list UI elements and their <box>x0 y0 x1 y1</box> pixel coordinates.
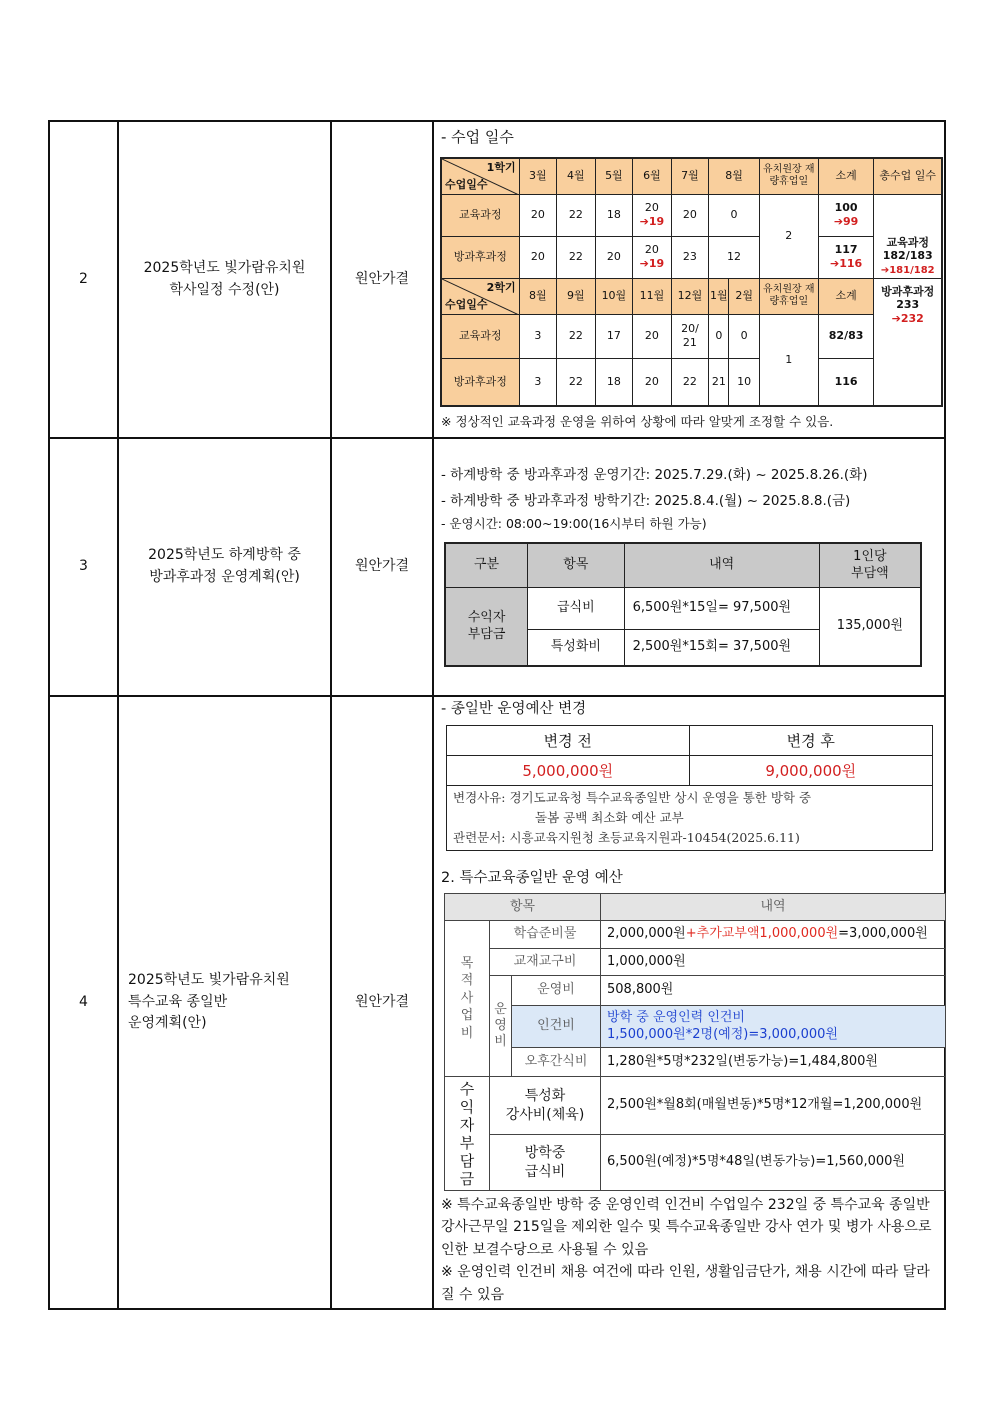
footnotes <box>441 1194 941 1306</box>
month-header: 6월 <box>633 158 672 194</box>
reason-line: 변경사유: 경기도교육청 특수교육종일반 상시 운영을 통한 방학 중 <box>453 790 812 805</box>
cell: 21 <box>709 358 729 406</box>
category-line: 부담금 <box>467 627 506 643</box>
month-header: 2월 <box>729 278 759 314</box>
cell: 20 <box>595 236 633 278</box>
footnote: ※ 특수교육종일반 방학 중 운영인력 인건비 수업일수 232일 중 특수교육 종일반 강사근무일 215일을 제외한 일수 및 특수교육종일반 강사 연가 및 병가 사용으로 인한 보결수당으로 사용될 수 있음 <box>441 1197 932 1258</box>
col-header: 내역 <box>601 894 946 921</box>
new-value: ➔19 <box>639 215 665 228</box>
decision-status: 원안가결 <box>354 993 410 1010</box>
amount: 2,000,000원 <box>607 926 686 942</box>
month-header: 9월 <box>557 278 596 314</box>
cell: 0 <box>709 314 729 358</box>
item-cell <box>490 1077 601 1135</box>
item-line: 특성화 <box>524 1088 566 1105</box>
related-doc: 관련문서: 시흥교육지원청 초등교육지원과-10454(2025.6.11) <box>453 830 800 845</box>
subtotal-revised <box>818 194 874 236</box>
old-value: 182/183 <box>882 249 933 263</box>
total-label: 방과후과정 <box>881 284 935 298</box>
new-value: ➔181/182 <box>880 265 935 276</box>
cell: 20 <box>671 194 709 236</box>
section-heading: - 종일반 운영예산 변경 <box>441 701 587 717</box>
before-label: 변경 전 <box>447 726 690 756</box>
cell-revised <box>633 236 672 278</box>
school-days-table <box>440 157 943 407</box>
total-after <box>874 278 942 406</box>
extra-amount: +추가교부액1,000,000원 <box>685 926 839 942</box>
detail-line: 방학 중 운영인력 인건비 <box>607 1009 745 1025</box>
item-cell: 특성화비 <box>528 629 625 666</box>
info-line: - 운영시간: 08:00~19:00(16시부터 하원 가능) <box>441 516 707 531</box>
cell: 20 <box>519 236 557 278</box>
detail-cell: 2,500원*월8회(매월변동)*5명*12개월=1,200,000원 <box>601 1077 946 1135</box>
row-label-edu: 교육과정 <box>441 194 519 236</box>
sem1-header-corner <box>441 158 519 194</box>
item-line: 급식비 <box>524 1163 566 1180</box>
row-label-after: 방과후과정 <box>441 358 519 406</box>
row-label-after: 방과후과정 <box>441 236 519 278</box>
item-cell: 오후간식비 <box>512 1048 601 1077</box>
cell: 3 <box>519 358 557 406</box>
category-purpose: 목적사업비 <box>445 921 490 1077</box>
decision-status: 원안가결 <box>354 558 410 575</box>
header-line: 1인당 <box>853 548 887 564</box>
new-value: ➔232 <box>891 312 924 325</box>
item-cell: 교재교구비 <box>490 949 601 976</box>
item-line: 방학중 <box>524 1145 566 1162</box>
sem2-header-corner <box>441 278 519 314</box>
item-cell: 운영비 <box>512 976 601 1006</box>
new-value: ➔99 <box>833 215 859 228</box>
old-value: 100 <box>834 201 858 215</box>
agenda-title <box>119 439 330 695</box>
budget-change-table <box>446 725 933 851</box>
change-reason <box>447 786 933 851</box>
month-header: 12월 <box>671 278 709 314</box>
amount-total: =3,000,000원 <box>838 926 928 942</box>
cell: 18 <box>595 194 633 236</box>
col-header <box>819 543 921 587</box>
row-number: 2 <box>79 270 88 287</box>
sem1-bottom-label: 수업일수 <box>445 177 488 191</box>
col-header: 내역 <box>624 543 819 587</box>
cell: 3 <box>519 314 557 358</box>
detail-line: 1,500,000원*2명(예정)=3,000,000원 <box>607 1026 838 1042</box>
title-line: 학사일정 수정(안) <box>169 281 280 298</box>
col-header: 구분 <box>445 543 528 587</box>
cell: 20 <box>633 358 672 406</box>
cell: 22 <box>557 194 596 236</box>
detail-cell: 508,800원 <box>601 976 946 1006</box>
subtotal-header: 소계 <box>818 278 874 314</box>
old-value: 117 <box>834 243 858 257</box>
subtotal-revised <box>818 236 874 278</box>
footnote: ※ 운영인력 인건비 채용 여건에 따라 인원, 생활임금단가, 채용 시간에 따라 달라질 수 있음 <box>441 1264 930 1303</box>
sem2-bottom-label: 수업일수 <box>445 297 488 311</box>
row-label-edu: 교육과정 <box>441 314 519 358</box>
vacation-days: 1 <box>759 314 818 406</box>
item-cell <box>490 1135 601 1191</box>
title-line: 운영계획(안) <box>128 1015 207 1032</box>
detail-cell <box>601 921 946 949</box>
month-header: 11월 <box>633 278 672 314</box>
section-heading: 2. 특수교육종일반 운영 예산 <box>441 870 623 886</box>
subtotal-header: 소계 <box>818 158 874 194</box>
per-person-cell: 135,000원 <box>819 587 921 666</box>
sem2-top-label: 2학기 <box>486 280 516 294</box>
cell: 20 <box>633 314 672 358</box>
subtotal: 116 <box>818 358 874 406</box>
after-value: 9,000,000원 <box>689 756 933 786</box>
special-budget-table <box>444 893 946 1191</box>
agenda-title <box>119 697 330 1308</box>
title-line: 2025학년도 빛가람유치원 <box>143 259 306 276</box>
old-value: 233 <box>896 298 920 312</box>
vacation-days: 2 <box>759 194 818 278</box>
total-header: 총수업 일수 <box>874 158 942 194</box>
row-number: 4 <box>79 993 88 1010</box>
info-line: - 하계방학 중 방과후과정 운영기간: 2025.7.29.(화) ~ 2025.8.26.(화) <box>441 467 868 483</box>
detail-cell: 6,500원(예정)*5명*48일(변동가능)=1,560,000원 <box>601 1135 946 1191</box>
cell: 0 <box>709 194 760 236</box>
month-header: 8월 <box>709 158 760 194</box>
decision-status: 원안가결 <box>354 270 410 287</box>
category-user: 수익자부담금 <box>445 1077 490 1191</box>
total-edu <box>874 194 942 278</box>
item-line: 강사비(체육) <box>505 1106 585 1123</box>
cell: 22 <box>671 358 709 406</box>
detail-cell: 2,500원*15회= 37,500원 <box>624 629 819 666</box>
item-cell: 급식비 <box>528 587 625 629</box>
cell: 23 <box>671 236 709 278</box>
cell: 12 <box>709 236 760 278</box>
col-header: 항목 <box>528 543 625 587</box>
reason-line: 돌봄 공백 최소화 예산 교부 <box>535 810 684 825</box>
after-label: 변경 후 <box>689 726 933 756</box>
old-value: 20 <box>644 201 659 215</box>
category-line: 수익자 <box>467 609 506 625</box>
detail-cell: 1,280원*5명*232일(변동가능)=1,484,800원 <box>601 1048 946 1077</box>
month-header: 7월 <box>671 158 709 194</box>
detail-cell: 6,500원*15일= 97,500원 <box>624 587 819 629</box>
item-cell: 인건비 <box>512 1006 601 1048</box>
title-line: 2025학년도 빛가람유치원 <box>128 971 290 988</box>
row-number: 3 <box>79 558 88 575</box>
section-heading: - 수업 일수 <box>441 128 514 146</box>
new-value: ➔116 <box>829 257 863 270</box>
cell: 22 <box>557 236 596 278</box>
cell: 20/ 21 <box>671 314 709 358</box>
title-line: 2025학년도 하계방학 중 <box>148 547 301 564</box>
vacation-header: 유치원장 재량휴업일 <box>759 158 818 194</box>
month-header: 1월 <box>709 278 729 314</box>
total-label: 교육과정 <box>886 235 929 249</box>
title-line: 방과후과정 운영계획(안) <box>149 569 300 585</box>
detail-cell: 1,000,000원 <box>601 949 946 976</box>
new-value: ➔19 <box>639 257 665 270</box>
agenda-title <box>119 122 330 437</box>
month-header: 5월 <box>595 158 633 194</box>
month-header: 10월 <box>595 278 633 314</box>
cell: 22 <box>557 314 596 358</box>
before-value: 5,000,000원 <box>447 756 690 786</box>
month-header: 4월 <box>557 158 596 194</box>
afterschool-fee-table <box>444 542 922 667</box>
month-header: 3월 <box>519 158 557 194</box>
cell: 10 <box>729 358 759 406</box>
old-value: 20 <box>644 243 659 257</box>
item-cell: 학습준비물 <box>490 921 601 949</box>
cell: 17 <box>595 314 633 358</box>
cell: 20 <box>519 194 557 236</box>
title-line: 특수교육 종일반 <box>128 993 228 1010</box>
cell: 18 <box>595 358 633 406</box>
vacation-header: 유치원장 재량휴업일 <box>759 278 818 314</box>
cell: 22 <box>557 358 596 406</box>
cell: 0 <box>729 314 759 358</box>
col-divider <box>432 120 434 1310</box>
cell-revised <box>633 194 672 236</box>
category-cell <box>445 587 528 666</box>
note: ※ 정상적인 교육과정 운영을 위하여 상황에 따라 알맞게 조정할 수 있음. <box>441 414 834 429</box>
col-header: 항목 <box>445 894 601 921</box>
category-ops: 운영비 <box>490 976 512 1077</box>
detail-cell <box>601 1006 946 1048</box>
header-line: 부담액 <box>851 566 889 582</box>
info-line: - 하계방학 중 방과후과정 방학기간: 2025.8.4.(월) ~ 2025.8.8.(금) <box>441 493 851 509</box>
month-header: 8월 <box>519 278 557 314</box>
sem1-top-label: 1학기 <box>486 161 516 174</box>
subtotal: 82/83 <box>818 314 874 358</box>
